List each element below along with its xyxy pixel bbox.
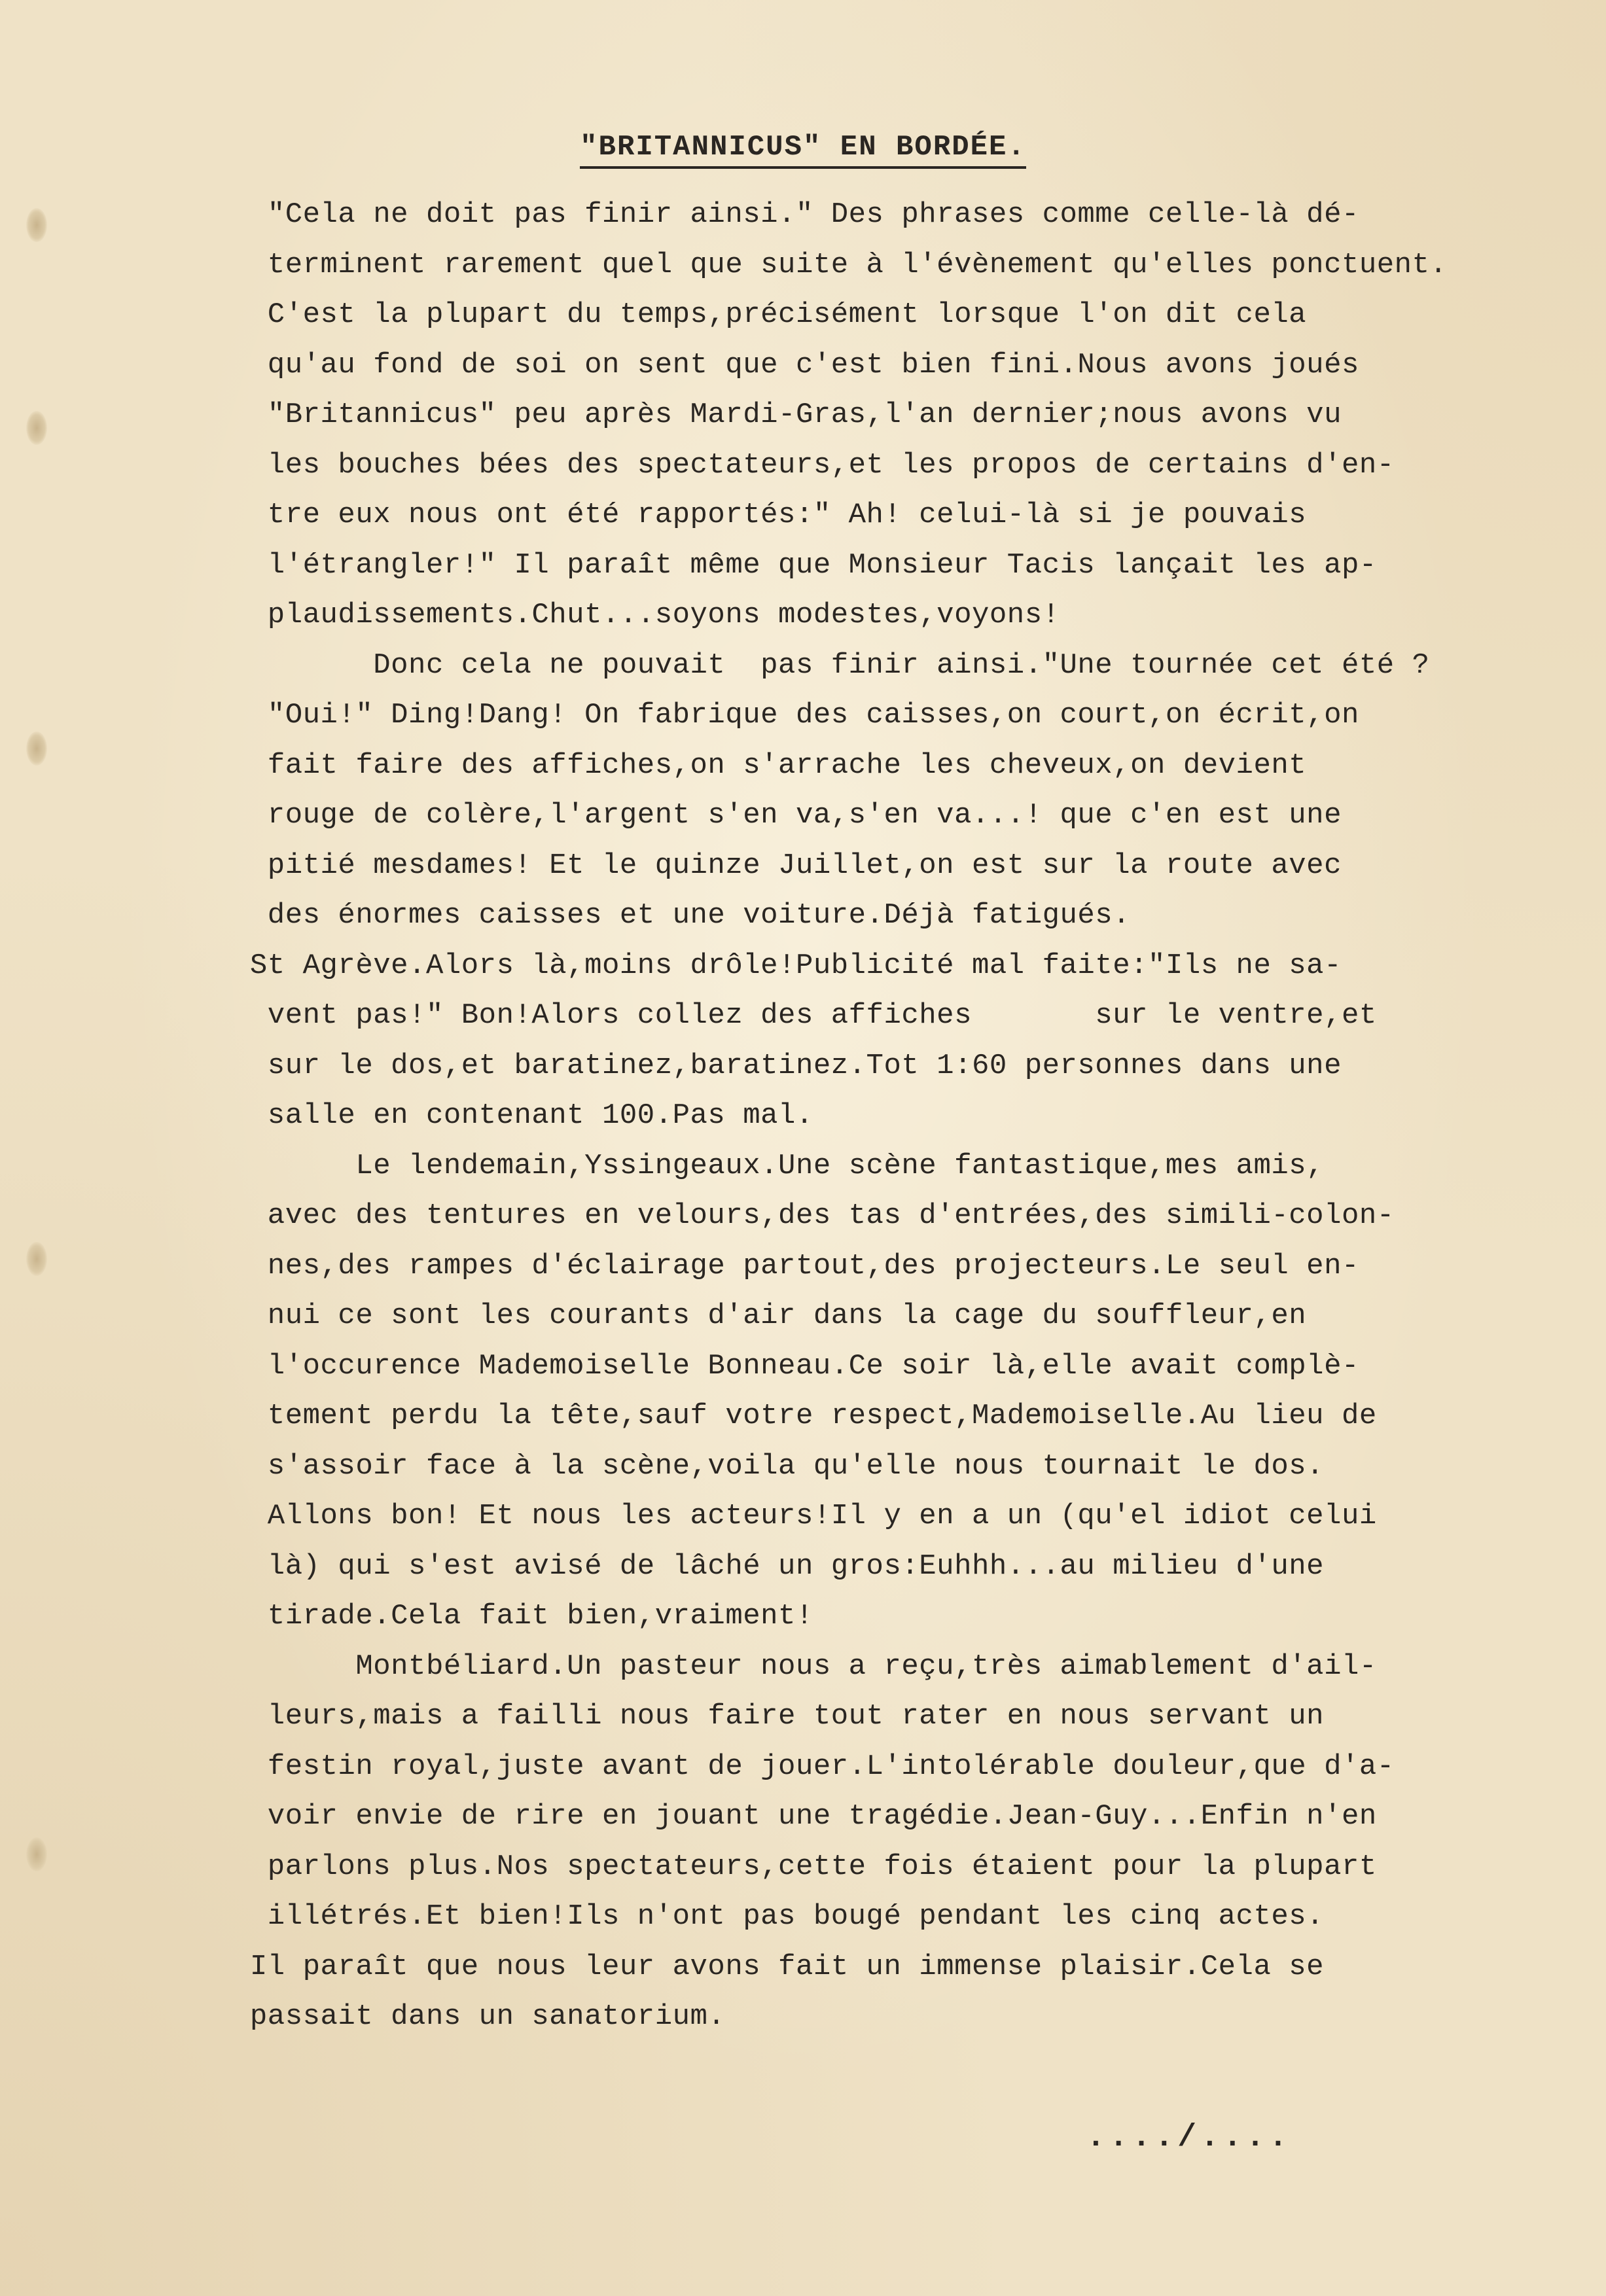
text-line: illétrés.Et bien!Ils n'ont pas bougé pendant les cinq actes. [232, 1900, 1325, 1933]
text-line: l'étrangler!" Il paraît même que Monsieur Tacis lançait les ap- [232, 548, 1377, 582]
text-line: sur le dos,et baratinez,baratinez.Tot 1:60 personnes dans une [232, 1049, 1342, 1082]
text-line: là) qui s'est avisé de lâché un gros:Euhhh...au milieu d'une [232, 1549, 1325, 1583]
title-text: "BRITANNICUS" EN BORDÉE. [580, 131, 1026, 169]
text-line: Allons bon! Et nous les acteurs!Il y en a un (qu'el idiot celui [232, 1500, 1377, 1532]
text-line: leurs,mais a failli nous faire tout rater en nous servant un [232, 1700, 1325, 1733]
text-line: pitié mesdames! Et le quinze Juillet,on est sur la route avec [232, 849, 1342, 882]
text-line: avec des tentures en velours,des tas d'entrées,des simili-colon- [232, 1199, 1395, 1232]
text-line: parlons plus.Nos spectateurs,cette fois étaient pour la plupart [232, 1850, 1377, 1883]
text-line: s'assoir face à la scène,voila qu'elle nous tournait le dos. [232, 1449, 1325, 1483]
text-line: plaudissements.Chut...soyons modestes,voyons! [232, 599, 1060, 631]
text-line: salle en contenant 100.Pas mal. [232, 1099, 813, 1132]
text-line: les bouches bées des spectateurs,et les propos de certains d'en- [232, 448, 1395, 482]
text-line: vent pas!" Bon!Alors collez des affiches sur le ventre,et [232, 999, 1377, 1032]
text-line: tirade.Cela fait bien,vraiment! [232, 1600, 813, 1633]
text-line: "Cela ne doit pas finir ainsi." Des phrases comme celle-là dé- [232, 198, 1359, 231]
punch-hole-mark [26, 732, 47, 766]
continuation-mark: ..../.... [1086, 2120, 1292, 2155]
text-line: Le lendemain,Yssingeaux.Une scène fantastique,mes amis, [232, 1149, 1325, 1182]
text-line: tement perdu la tête,sauf votre respect,Mademoiselle.Au lieu de [232, 1400, 1377, 1432]
document-title [0, 131, 1606, 164]
text-line: passait dans un sanatorium. [232, 2000, 726, 2033]
punch-hole-mark [26, 208, 47, 242]
text-line: St Agrève.Alors là,moins drôle!Publicité mal faite:"Ils ne sa- [232, 949, 1342, 982]
text-line: Il paraît que nous leur avons fait un immense plaisir.Cela se [232, 1950, 1325, 1983]
text-line: "Britannicus" peu après Mardi-Gras,l'an dernier;nous avons vu [232, 398, 1342, 431]
text-line: C'est la plupart du temps,précisément lorsque l'on dit cela [232, 298, 1307, 331]
punch-hole-mark [26, 411, 47, 445]
punch-hole-mark [26, 1837, 47, 1871]
typed-text-body [232, 190, 1535, 2042]
punch-hole-mark [26, 1242, 47, 1276]
text-line: l'occurence Mademoiselle Bonneau.Ce soir là,elle avait complè- [232, 1349, 1359, 1383]
text-line: Montbéliard.Un pasteur nous a reçu,très aimablement d'ail- [232, 1650, 1377, 1683]
text-line: "Oui!" Ding!Dang! On fabrique des caisses,on court,on écrit,on [232, 699, 1359, 732]
text-line: voir envie de rire en jouant une tragédie.Jean-Guy...Enfin n'en [232, 1800, 1377, 1833]
text-line: Donc cela ne pouvait pas finir ainsi."Une tournée cet été ? [232, 648, 1430, 682]
text-line: fait faire des affiches,on s'arrache les cheveux,on devient [232, 749, 1307, 782]
text-line: des énormes caisses et une voiture.Déjà fatigués. [232, 899, 1131, 932]
text-line: nes,des rampes d'éclairage partout,des projecteurs.Le seul en- [232, 1249, 1359, 1282]
text-line: tre eux nous ont été rapportés:" Ah! celui-là si je pouvais [232, 499, 1307, 531]
text-line: rouge de colère,l'argent s'en va,s'en va...! que c'en est une [232, 799, 1342, 832]
text-line: festin royal,juste avant de jouer.L'intolérable douleur,que d'a- [232, 1750, 1395, 1783]
text-line: terminent rarement quel que suite à l'évènement qu'elles ponctuent. [232, 248, 1448, 281]
text-line: qu'au fond de soi on sent que c'est bien fini.Nous avons joués [232, 348, 1359, 381]
text-line: nui ce sont les courants d'air dans la cage du souffleur,en [232, 1299, 1307, 1332]
